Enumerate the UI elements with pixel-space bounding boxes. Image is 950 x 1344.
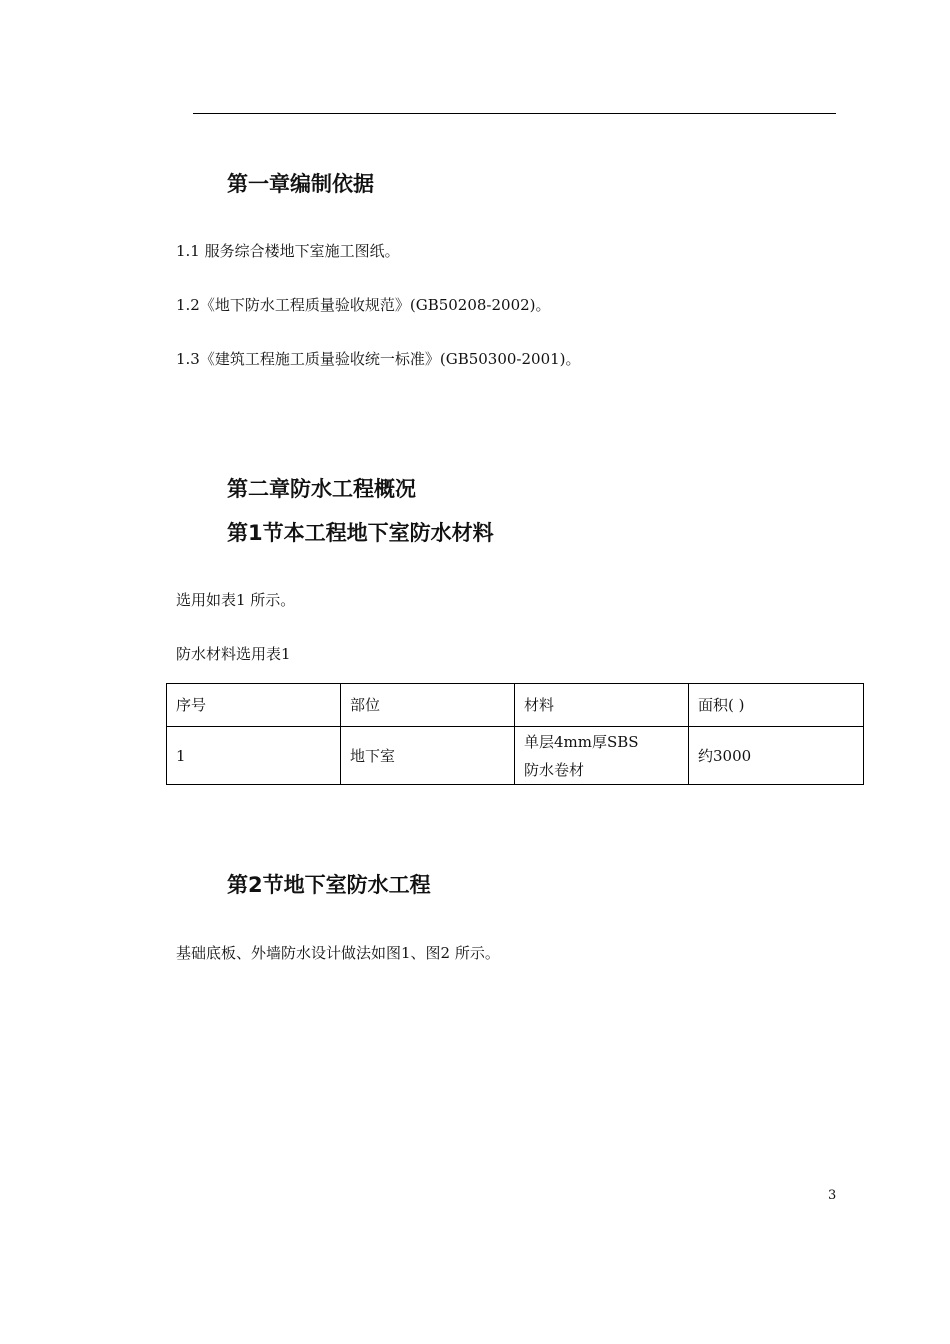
- header-cell-no: 序号: [167, 684, 341, 727]
- page-number: 3: [828, 1188, 837, 1203]
- table-caption: 防水材料选用表1: [176, 645, 291, 663]
- section-2-title: 第2节地下室防水工程: [227, 873, 431, 897]
- section-2-text: 基础底板、外墙防水设计做法如图1、图2 所示。: [176, 944, 500, 962]
- section-1-intro: 选用如表1 所示。: [176, 591, 296, 609]
- cell-no: 1: [167, 727, 341, 785]
- table-row: [167, 727, 864, 785]
- cell-material: [515, 727, 689, 785]
- header-cell-location: 部位: [341, 684, 515, 727]
- chapter-1-title: 第一章编制依据: [227, 172, 374, 196]
- materials-table: [166, 683, 864, 785]
- section-1-title: 第1节本工程地下室防水材料: [227, 521, 494, 545]
- basis-item-1: 1.1 服务综合楼地下室施工图纸。: [176, 242, 400, 260]
- cell-area: 约3000: [689, 727, 864, 785]
- table-header-row: [167, 684, 864, 727]
- header-cell-material: 材料: [515, 684, 689, 727]
- cell-material-line-1: 单层4mm厚SBS: [524, 732, 639, 751]
- header-cell-area: 面积( ): [689, 684, 864, 727]
- cell-location: 地下室: [341, 727, 515, 785]
- basis-item-2: 1.2《地下防水工程质量验收规范》(GB50208-2002)。: [176, 296, 551, 314]
- chapter-2-title: 第二章防水工程概况: [227, 477, 416, 501]
- header-rule: [193, 113, 836, 114]
- cell-material-line-2: 防水卷材: [524, 760, 585, 779]
- basis-item-3: 1.3《建筑工程施工质量验收统一标准》(GB50300-2001)。: [176, 350, 581, 368]
